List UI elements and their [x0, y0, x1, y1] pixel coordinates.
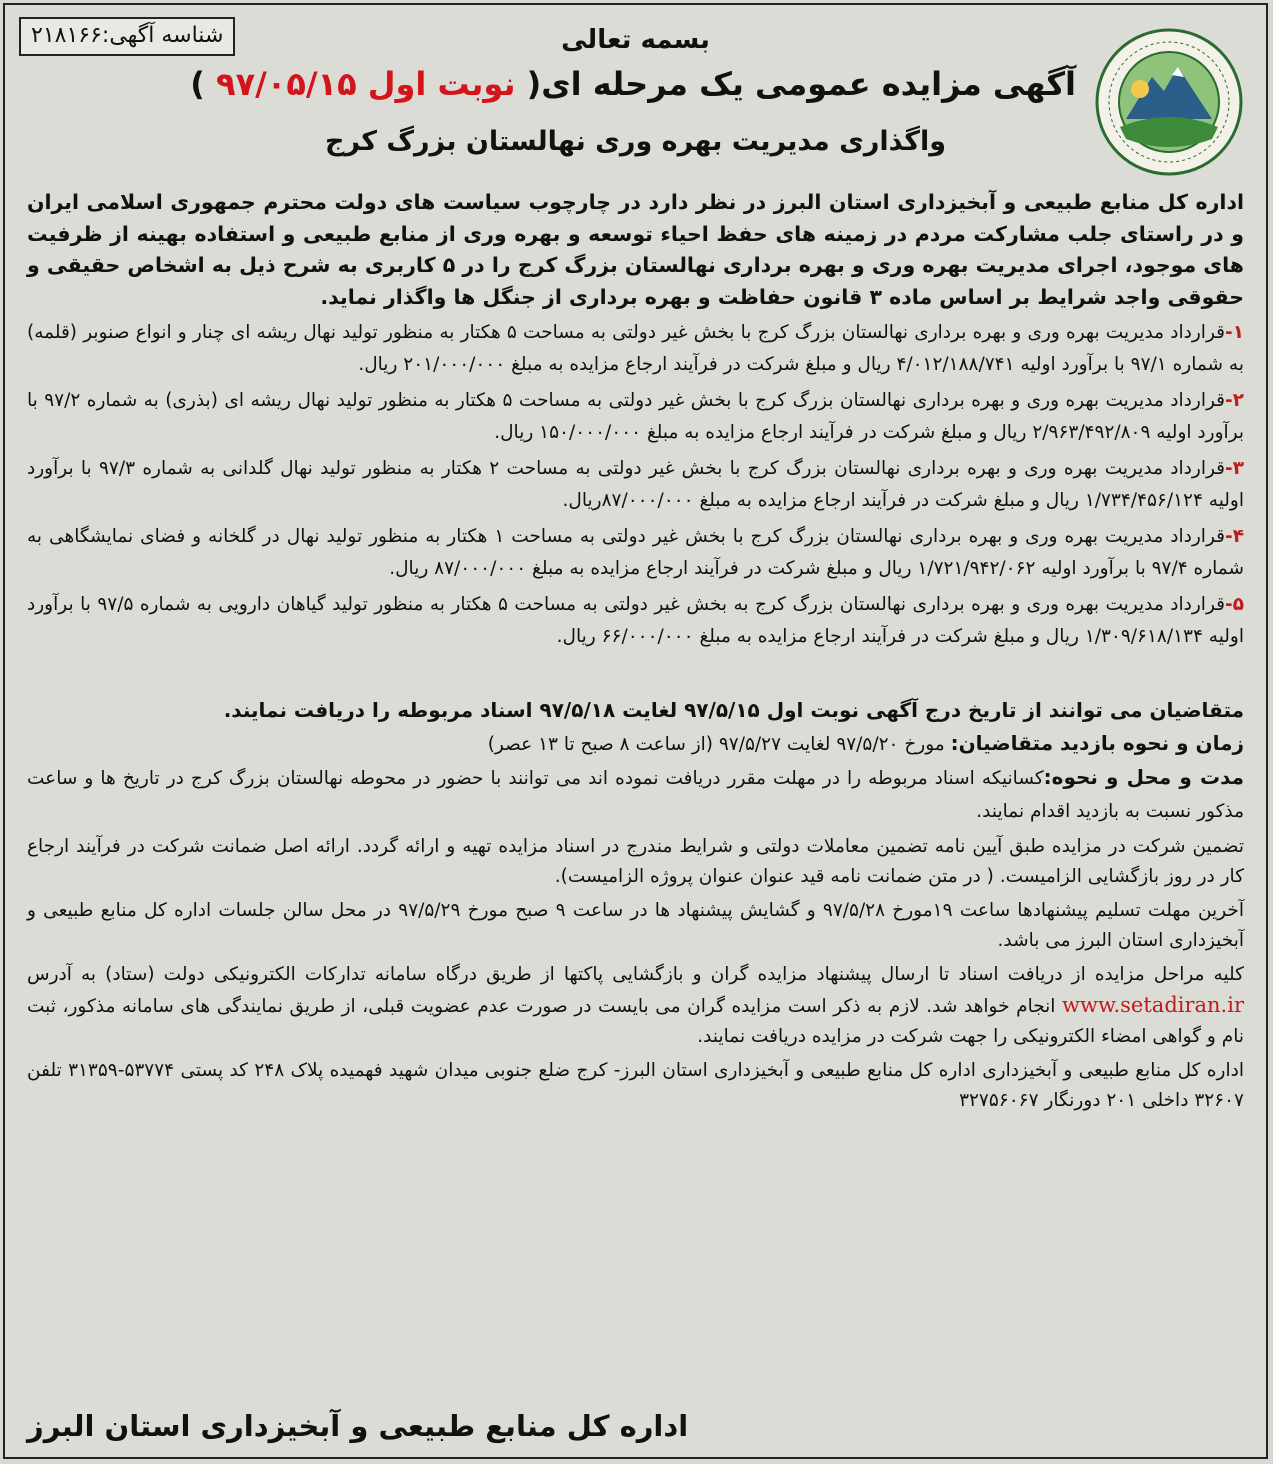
place-line	[27, 761, 1244, 828]
visit-text: مورخ ۹۷/۵/۲۰ لغایت ۹۷/۵/۲۷ (از ساعت ۸ صبح تا ۱۳ عصر)	[487, 734, 951, 755]
item-text: قرارداد مدیریت بهره وری و بهره برداری نهالستان بزرگ کرج با بخش غیر دولتی به مساحت ۵ هکتار به منظور تولید نهال ریشه ای (بذری) به شماره ۹۷/۲ با برآورد اولیه ۲/۹۶۳/۴۹۲/۸۰۹ ریال و مبلغ شرکت در فرآیند ارجاع مزایده به مبلغ ۱۵۰/۰۰۰/۰۰۰ ریال.	[27, 390, 1244, 443]
list-item	[27, 385, 1244, 449]
intro-paragraph: اداره کل منابع طبیعی و آبخیزداری استان البرز در نظر دارد در چارچوب سیاست های دولت محترم جمهوری اسلامی ایران و در راستای جلب مشارکت مردم در زمینه های حفظ احیاء توسعه و بهره وری از منابع طبیعی و استفاده بهینه از ظرفیت های موجود، اجرای مدیریت بهره وری و بهره برداری نهالستان بزرگ کرج را در ۵ کاربری به شرح ذیل به اشخاص حقیقی و حقوقی واجد شرایط بر اساس ماده ۳ قانون حفاظت و بهره برداری از جنگل ها واگذار نماید.	[27, 190, 1244, 309]
electronic-text-b: انجام خواهد شد. لازم به ذکر است مزایده گران می بایست در صورت عدم عضویت قبلی، از طریق نمایندگی های سامانه مذکور، ثبت نام و گواهی امضاء الکترونیکی را جهت شرکت در مزایده دریافت نمایند.	[27, 996, 1244, 1047]
list-item	[27, 453, 1244, 517]
address-paragraph: اداره کل منابع طبیعی و آبخیزداری اداره کل منابع طبیعی و آبخیزداری استان البرز- کرج ضلع جنوبی میدان شهید فهمیده پلاک ۲۴۸ کد پستی ۵۳۷۷۴-۳۱۳۵۹ تلفن ۳۲۶۰۷ داخلی ۲۰۱ دورنگار ۳۲۷۵۶۰۶۷	[27, 1060, 1244, 1111]
item-text: قرارداد مدیریت بهره وری و بهره برداری نهالستان بزرگ کرج با بخش غیر دولتی به مساحت ۱ هکتار به منظور تولید نهال در گلخانه و فضای نمایشگاهی به شماره ۹۷/۴ با برآورد اولیه ۱/۷۲۱/۹۴۲/۰۶۲ ریال و مبلغ شرکت در فرآیند ارجاع مزایده به مبلغ ۸۷/۰۰۰/۰۰۰ ریال.	[27, 526, 1244, 579]
title-highlight: نوبت اول ۹۷/۰۵/۱۵	[216, 65, 516, 103]
item-number: ۲-	[1225, 390, 1244, 411]
item-number: ۳-	[1225, 458, 1245, 479]
footer-organization: اداره کل منابع طبیعی و آبخیزداری استان البرز	[27, 1409, 689, 1443]
electronic-text-a: کلیه مراحل مزایده از دریافت اسناد تا ارسال پیشنهاد مزایده گران و بازگشایی پاکتها از طریق درگاه سامانه تدارکات الکترونیکی دولت (ستاد) به آدرس	[27, 964, 1244, 985]
item-number: ۴-	[1225, 526, 1244, 547]
electronic-paragraph	[27, 960, 1244, 1052]
spacer	[27, 657, 1244, 693]
list-item	[27, 521, 1244, 585]
place-label: مدت و محل و نحوه:	[1043, 765, 1245, 789]
notice-body	[27, 187, 1244, 1116]
documents-line: متقاضیان می توانند از تاریخ درج آگهی نوبت اول ۹۷/۵/۱۵ لغایت ۹۷/۵/۱۸ اسناد مربوطه را دریافت نمایند.	[223, 698, 1244, 722]
place-text: کسانیکه اسناد مربوطه را در مهلت مقرر دریافت نموده اند می توانند با حضور در محوطه نهالستان بزرگ کرج در تاریخ ها و ساعت مذکور نسبت به بازدید اقدام نمایند.	[27, 768, 1244, 822]
list-item	[27, 589, 1244, 653]
notice-sheet	[3, 3, 1268, 1459]
item-text: قرارداد مدیریت بهره وری و بهره برداری نهالستان بزرگ کرج با بخش غیر دولتی به مساحت ۵ هکتار به منظور تولید نهال ریشه ای چنار و انواع صنوبر (قلمه) به شماره ۹۷/۱ با برآورد اولیه ۴/۰۱۲/۱۸۸/۷۴۱ ریال و مبلغ شرکت در فرآیند ارجاع مزایده به مبلغ ۲۰۱/۰۰۰/۰۰۰ ریال.	[27, 322, 1244, 375]
logo-emblem-icon	[1094, 27, 1244, 177]
list-item	[27, 317, 1244, 381]
bismillah: بسمه تعالی	[561, 25, 710, 55]
item-text: قرارداد مدیریت بهره وری و بهره برداری نهالستان بزرگ کرج با بخش غیر دولتی به مساحت ۲ هکتار به منظور تولید نهال گلدانی به شماره ۹۷/۳ با برآورد اولیه ۱/۷۳۴/۴۵۶/۱۲۴ ریال و مبلغ شرکت در فرآیند ارجاع مزایده به مبلغ ۸۷/۰۰۰/۰۰۰ریال.	[27, 458, 1244, 511]
visit-line	[27, 727, 1244, 761]
website-link[interactable]: www.setadiran.ir	[1062, 993, 1244, 1017]
visit-label: زمان و نحوه بازدید متقاضیان:	[950, 731, 1244, 755]
organization-logo	[1094, 27, 1244, 177]
guarantee-paragraph: تضمین شرکت در مزایده طبق آیین نامه تضمین معاملات دولتی و شرایط مندرج در اسناد مزایده تهیه و ارائه گردد. ارائه اصل ضمانت شرکت در فرآیند ارجاع کار در روز بازگشایی الزامیست. ( در متن ضمانت نامه قید عنوان عنوان پروژه الزامیست).	[27, 836, 1244, 887]
notice-subtitle: واگذاری مدیریت بهره وری نهالستان بزرگ کرج	[324, 126, 946, 157]
notice-header	[190, 21, 1076, 163]
item-number: ۱-	[1225, 322, 1244, 343]
item-text: قرارداد مدیریت بهره وری و بهره برداری نهالستان بزرگ کرج به بخش غیر دولتی به مساحت ۵ هکتار به منظور تولید گیاهان دارویی به شماره ۹۷/۵ با برآورد اولیه ۱/۳۰۹/۶۱۸/۱۳۴ ریال و مبلغ شرکت در فرآیند ارجاع مزایده به مبلغ ۶۶/۰۰۰/۰۰۰ ریال.	[27, 594, 1244, 647]
title-close: )	[190, 65, 205, 103]
item-number: ۵-	[1225, 594, 1244, 615]
notice-id: شناسه آگهی:۲۱۸۱۶۶	[31, 23, 224, 48]
notice-title	[190, 59, 1076, 109]
title-main: آگهی مزایده عمومی یک مرحله ای(	[526, 65, 1076, 103]
deadline-paragraph: آخرین مهلت تسلیم پیشنهادها ساعت ۱۹مورخ ۹۷/۵/۲۸ و گشایش پیشنهاد ها در ساعت ۹ صبح مورخ ۹۷/۵/۲۹ در محل سالن جلسات اداره کل منابع طبیعی و آبخیزداری استان البرز می باشد.	[27, 900, 1244, 951]
